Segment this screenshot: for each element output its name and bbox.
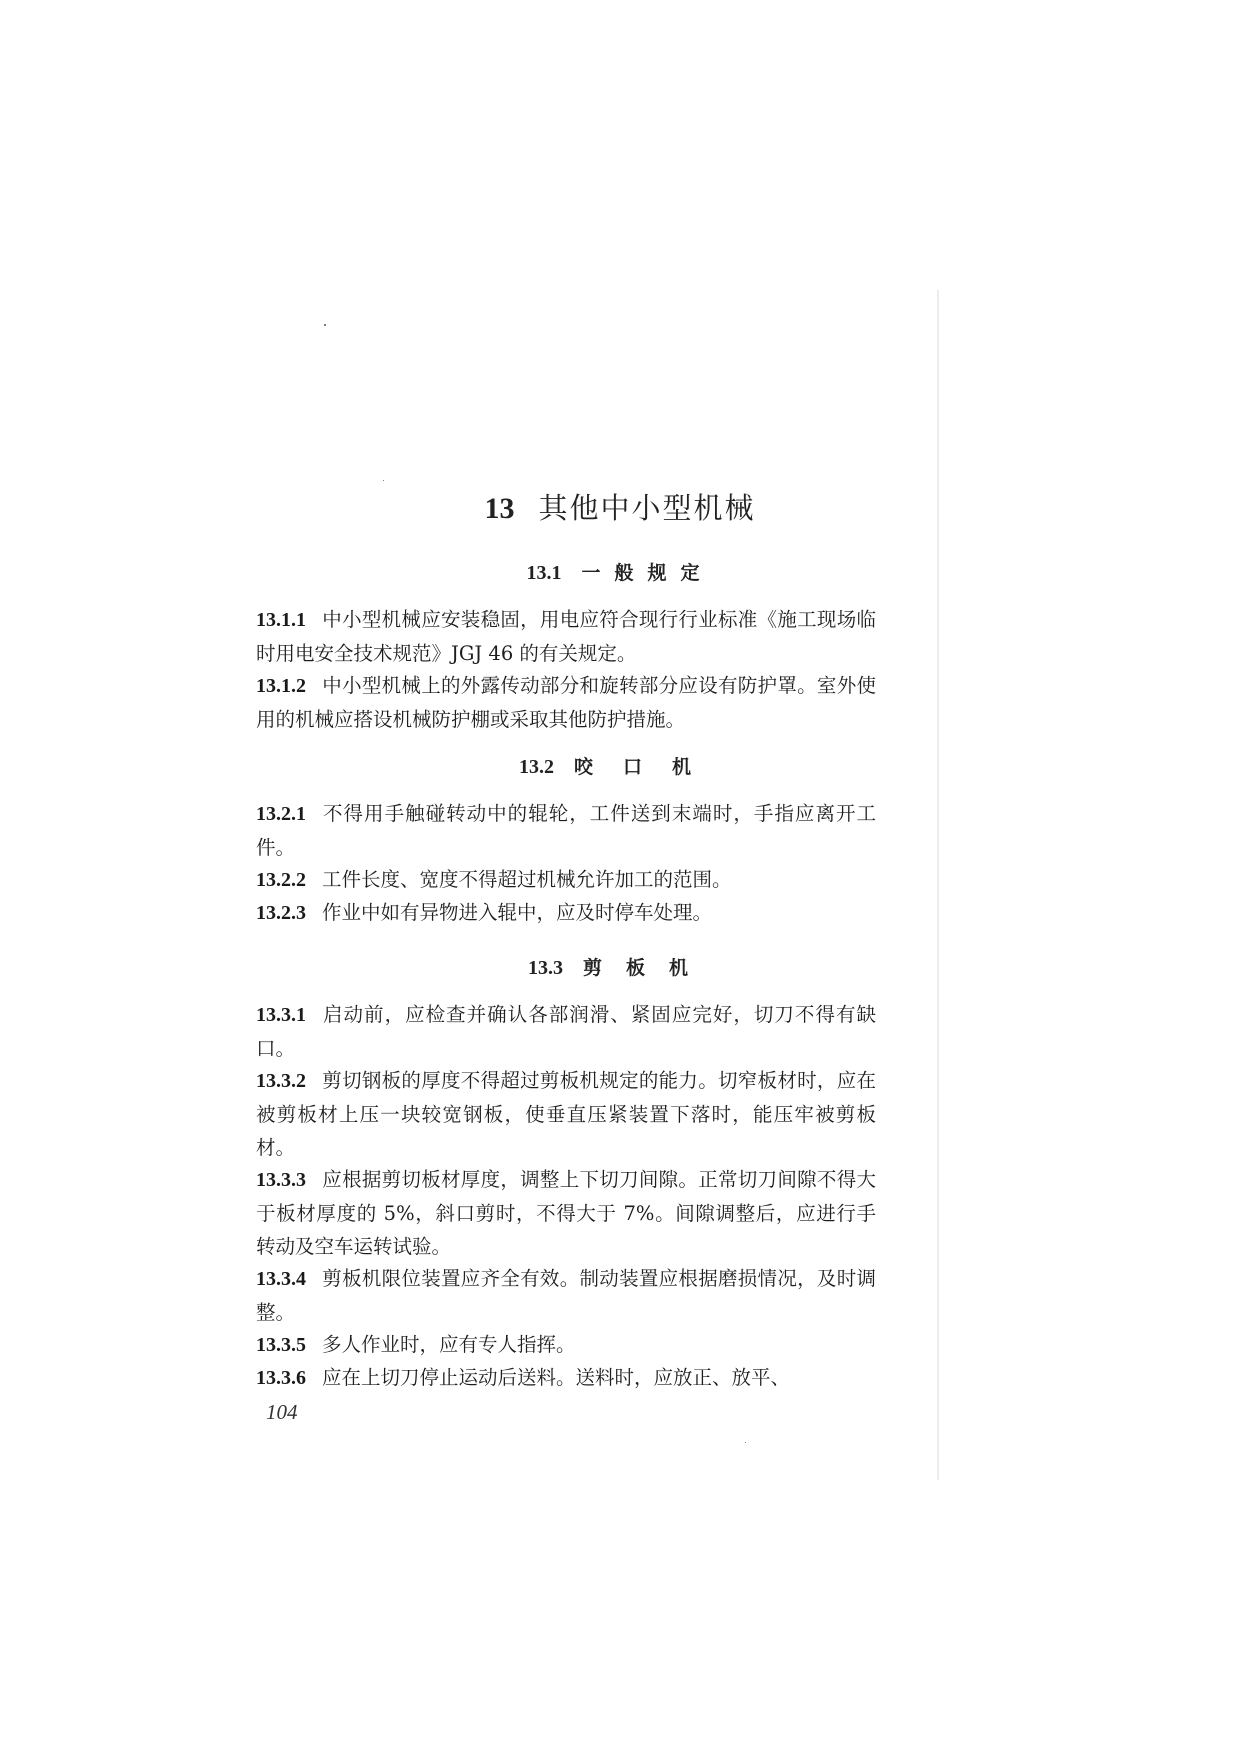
clause-number: 13.2.3 xyxy=(256,902,306,924)
page-edge-line xyxy=(937,290,939,1480)
section-number: 13.1 xyxy=(526,562,562,584)
clause-text: 剪板机限位装置应齐全有效。制动装置应根据磨损情况，及时调整。 xyxy=(256,1267,876,1324)
clause-number: 13.3.2 xyxy=(256,1070,306,1092)
clause-number: 13.3.5 xyxy=(256,1334,306,1356)
scan-speck xyxy=(383,480,384,481)
clause-text: 剪切钢板的厚度不得超过剪板机规定的能力。切窄板材时，应在被剪板材上压一块较宽钢板，使垂直压紧装置下落时，能压牢被剪板材。 xyxy=(256,1069,876,1159)
section-heading-13-2 xyxy=(0,752,1240,779)
clause-text: 中小型机械应安装稳固，用电应符合现行行业标准《施工现场临时用电安全技术规范》JGJ 46 的有关规定。 xyxy=(256,608,876,665)
clause-text: 多人作业时，应有专人指挥。 xyxy=(322,1333,576,1356)
clause-number: 13.2.2 xyxy=(256,869,306,891)
section-number: 13.2 xyxy=(518,756,554,778)
page-number: 104 xyxy=(266,1400,298,1424)
clause-text: 中小型机械上的外露传动部分和旋转部分应设有防护罩。室外使用的机械应搭设机械防护棚或采取其他防护措施。 xyxy=(256,674,876,731)
section-heading-13-3 xyxy=(0,953,1240,980)
clause-number: 13.3.3 xyxy=(256,1169,306,1191)
clause-13-2-3 xyxy=(256,896,876,930)
clause-13-3-4 xyxy=(256,1262,876,1329)
clause-13-3-5 xyxy=(256,1328,876,1362)
chapter-number: 13 xyxy=(484,492,515,525)
clause-text: 工件长度、宽度不得超过机械允许加工的范围。 xyxy=(322,868,732,891)
clause-13-3-1 xyxy=(256,998,876,1065)
clause-text: 启动前，应检查并确认各部润滑、紧固应完好，切刀不得有缺口。 xyxy=(256,1003,876,1060)
clause-number: 13.3.6 xyxy=(256,1367,306,1389)
clause-13-3-3 xyxy=(256,1163,876,1263)
clause-13-1-1 xyxy=(256,603,876,670)
clause-number: 13.3.1 xyxy=(256,1004,306,1026)
section-number: 13.3 xyxy=(527,957,563,979)
clause-number: 13.1.2 xyxy=(256,675,306,697)
section-heading-13-1 xyxy=(0,558,1240,585)
section-title-text: 一般规定 xyxy=(581,562,714,584)
chapter-title-text: 其他中小型机械 xyxy=(538,491,756,525)
clause-number: 13.1.1 xyxy=(256,609,306,631)
clause-text: 不得用手触碰转动中的辊轮，工件送到末端时，手指应离开工件。 xyxy=(256,802,876,859)
clause-13-3-6 xyxy=(256,1361,876,1395)
clause-text: 应根据剪切板材厚度，调整上下切刀间隙。正常切刀间隙不得大于板材厚度的 5%，斜口剪时，不得大于 7%。间隙调整后，应进行手转动及空车运转试验。 xyxy=(256,1168,876,1258)
clause-13-3-2 xyxy=(256,1064,876,1164)
clause-13-2-1 xyxy=(256,797,876,864)
clause-text: 应在上切刀停止运动后送料。送料时，应放正、放平、 xyxy=(322,1366,791,1389)
clause-13-2-2 xyxy=(256,863,876,897)
clause-text: 作业中如有异物进入辊中，应及时停车处理。 xyxy=(322,901,713,924)
section-title-text: 剪板机 xyxy=(582,957,712,979)
section-title-text: 咬口机 xyxy=(573,756,721,778)
scan-speck xyxy=(745,1442,746,1443)
chapter-title xyxy=(0,486,1240,527)
clause-number: 13.2.1 xyxy=(256,803,306,825)
scan-speck xyxy=(324,324,326,326)
clause-number: 13.3.4 xyxy=(256,1268,306,1290)
clause-13-1-2 xyxy=(256,669,876,736)
